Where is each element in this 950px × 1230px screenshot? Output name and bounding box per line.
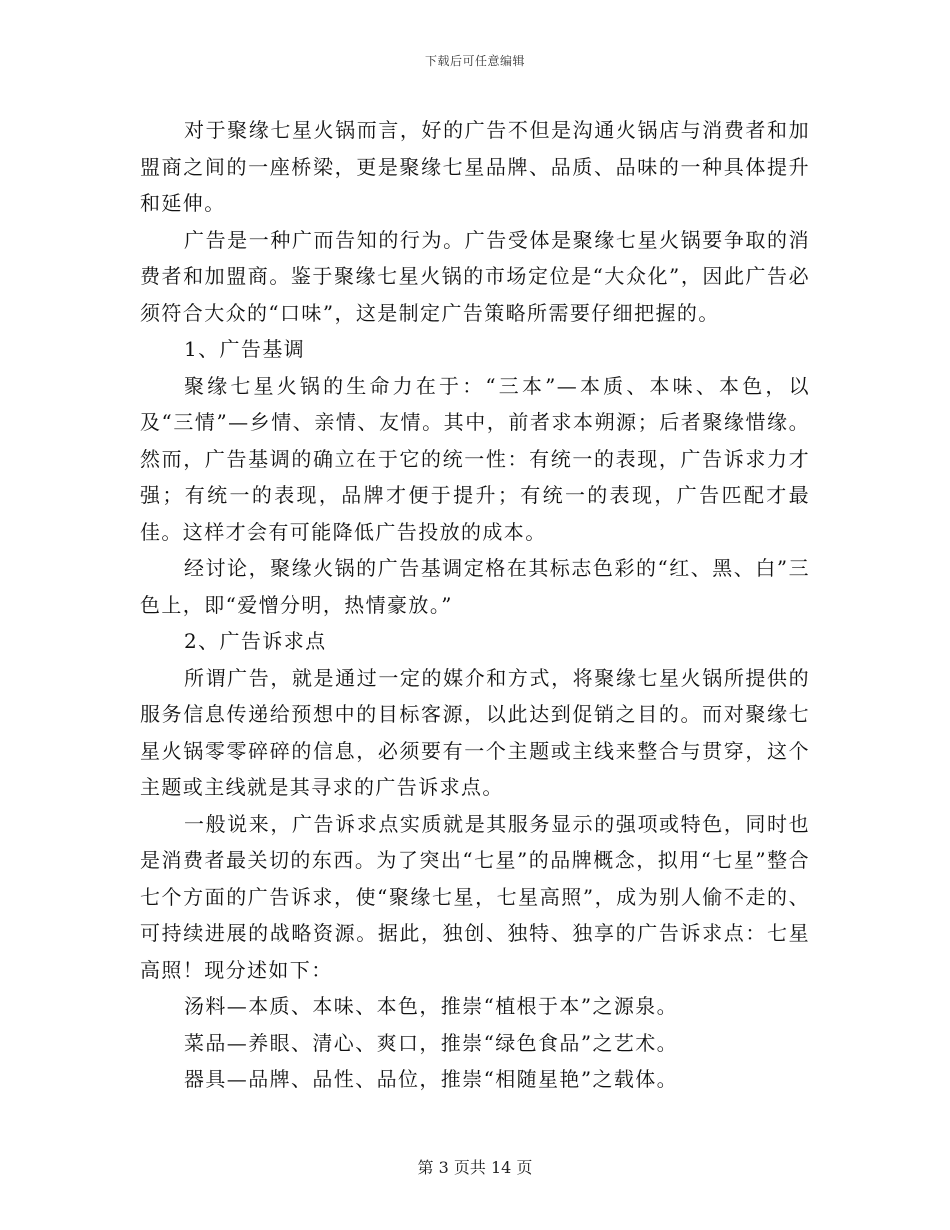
section-heading: 1、广告基调 (184, 337, 306, 361)
list-item: 器具—品牌、品性、品位，推崇“相随星艳”之载体。 (184, 1067, 679, 1091)
paragraph: 对于聚缘七星火锅而言，好的广告不但是沟通火锅店与消费者和加盟商之间的一座桥梁，更是聚缘七星品牌、品质、品味的一种具体提升和延伸。 (140, 118, 810, 215)
list-item: 菜品—养眼、清心、爽口，推崇“绿色食品”之艺术。 (184, 1030, 679, 1055)
page-header-note: 下载后可任意编辑 (424, 54, 525, 68)
paragraph: 广告是一种广而告知的行为。广告受体是聚缘七星火锅要争取的消费者和加盟商。鉴于聚缘七星火锅的市场定位是“大众化”，因此广告必须符合大众的“口味”，这是制定广告策略所需要仔细把握的。 (140, 227, 810, 325)
section-heading: 2、广告诉求点 (184, 629, 327, 653)
list-item: 汤料—本质、本味、本色，推崇“植根于本”之源泉。 (184, 994, 679, 1018)
page-number: 第 3 页共 14 页 (417, 1158, 533, 1177)
paragraph: 所谓广告，就是通过一定的媒介和方式，将聚缘七星火锅所提供的服务信息传递给预想中的目标客源，以此达到促销之目的。而对聚缘七星火锅零零碎碎的信息，必须要有一个主题或主线来整合与贯穿，这个主题或主线就是其寻求的广告诉求点。 (140, 665, 810, 799)
document-body (140, 112, 810, 1098)
paragraph: 一般说来，广告诉求点实质就是其服务显示的强项或特色，同时也是消费者最关切的东西。为了突出“七星”的品牌概念，拟用“七星”整合七个方面的广告诉求，使“聚缘七星，七星高照”，成为别人偷不走的、可持续进展的战略资源。据此，独创、独特、独享的广告诉求点：七星高照！现分述如下： (140, 811, 810, 982)
paragraph: 经讨论，聚缘火锅的广告基调定格在其标志色彩的“红、黑、白”三色上，即“爱憎分明，热情豪放。” (140, 556, 810, 617)
paragraph: 聚缘七星火锅的生命力在于：“三本”—本质、本味、本色，以及“三情”—乡情、亲情、友情。其中，前者求本朔源；后者聚缘惜缘。然而，广告基调的确立在于它的统一性：有统一的表现，广告诉求力才强；有统一的表现，品牌才便于提升；有统一的表现，广告匹配才最佳。这样才会有可能降低广告投放的成本。 (140, 373, 810, 544)
